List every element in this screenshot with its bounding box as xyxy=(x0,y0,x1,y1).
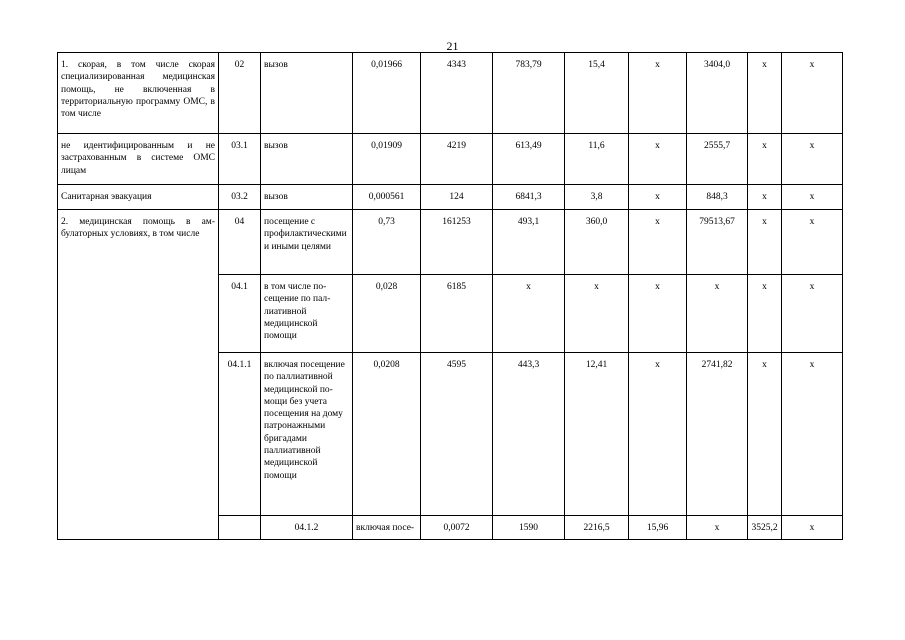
data-table xyxy=(57,52,843,540)
value-cell: 2555,7 xyxy=(687,134,748,185)
value-cell: х xyxy=(748,134,782,185)
value-cell: х xyxy=(782,53,843,134)
value-cell: х xyxy=(629,134,687,185)
empty-section-cell xyxy=(219,516,261,540)
row-code: 03.1 xyxy=(219,134,261,185)
value-cell: 0,000561 xyxy=(353,185,421,210)
value-cell: х xyxy=(748,185,782,210)
table-row xyxy=(58,210,843,275)
value-cell: 11,6 xyxy=(565,134,629,185)
value-cell: х xyxy=(629,53,687,134)
value-cell: х xyxy=(629,275,687,353)
section-name: Санитарная эвакуация xyxy=(58,185,219,210)
value-cell: х xyxy=(629,185,687,210)
value-cell: х xyxy=(782,185,843,210)
unit-of-measure: вызов xyxy=(261,53,353,134)
row-code: 04.1.1 xyxy=(219,353,261,516)
row-code: 04.1 xyxy=(219,275,261,353)
value-cell: 1590 xyxy=(493,516,565,540)
value-cell: 12,41 xyxy=(565,353,629,516)
value-cell: 3404,0 xyxy=(687,53,748,134)
value-cell: х xyxy=(782,516,843,540)
unit-of-measure: посещение с профилактическими и иными целями xyxy=(261,210,353,275)
value-cell: х xyxy=(565,275,629,353)
value-cell: 6841,3 xyxy=(493,185,565,210)
value-cell: х xyxy=(782,210,843,275)
page-number: 21 xyxy=(446,39,459,53)
value-cell: 0,01909 xyxy=(353,134,421,185)
value-cell: х xyxy=(629,210,687,275)
value-cell: 443,3 xyxy=(493,353,565,516)
table-row xyxy=(58,185,843,210)
value-cell: 161253 xyxy=(421,210,493,275)
section-name: 2. медицинская помощь в амбулаторных условиях, в том числе xyxy=(58,210,219,540)
unit-of-measure: включая посе- xyxy=(353,516,421,540)
value-cell: х xyxy=(629,353,687,516)
row-code: 04 xyxy=(219,210,261,275)
unit-of-measure: в том числе посещение по паллиативной медицинской помощи xyxy=(261,275,353,353)
value-cell: х xyxy=(687,275,748,353)
value-cell: 124 xyxy=(421,185,493,210)
value-cell: х xyxy=(748,53,782,134)
value-cell: 0,0072 xyxy=(421,516,493,540)
value-cell: 613,49 xyxy=(493,134,565,185)
value-cell: х xyxy=(782,353,843,516)
unit-of-measure: вызов xyxy=(261,134,353,185)
value-cell: х xyxy=(493,275,565,353)
value-cell: х xyxy=(782,275,843,353)
value-cell: 0,73 xyxy=(353,210,421,275)
row-code: 04.1.2 xyxy=(261,516,353,540)
row-code: 02 xyxy=(219,53,261,134)
value-cell: 493,1 xyxy=(493,210,565,275)
unit-of-measure: включая посещение по паллиативной медицинской помощи без учета посещения на дому патронажными бригадами паллиативной медицинской помощи xyxy=(261,353,353,516)
value-cell: х xyxy=(687,516,748,540)
value-cell: 15,96 xyxy=(629,516,687,540)
unit-of-measure: вызов xyxy=(261,185,353,210)
value-cell: 360,0 xyxy=(565,210,629,275)
table-row xyxy=(58,53,843,134)
value-cell: 6185 xyxy=(421,275,493,353)
value-cell: х xyxy=(748,353,782,516)
value-cell: 3,8 xyxy=(565,185,629,210)
value-cell: 4219 xyxy=(421,134,493,185)
table-row xyxy=(58,134,843,185)
section-name: не идентифицированным и не застрахованным в системе ОМС лицам xyxy=(58,134,219,185)
value-cell: х xyxy=(782,134,843,185)
value-cell: 4595 xyxy=(421,353,493,516)
value-cell: 3525,2 xyxy=(748,516,782,540)
value-cell: х xyxy=(748,210,782,275)
value-cell: 2216,5 xyxy=(565,516,629,540)
row-code: 03.2 xyxy=(219,185,261,210)
value-cell: 15,4 xyxy=(565,53,629,134)
value-cell: 848,3 xyxy=(687,185,748,210)
section-name: 1. скорая, в том числе скорая специализированная медицинская помощь, не включенная в территориальную программу ОМС, в том числе xyxy=(58,53,219,134)
value-cell: 0,028 xyxy=(353,275,421,353)
value-cell: 0,0208 xyxy=(353,353,421,516)
value-cell: 2741,82 xyxy=(687,353,748,516)
value-cell: 79513,67 xyxy=(687,210,748,275)
value-cell: 0,01966 xyxy=(353,53,421,134)
value-cell: 783,79 xyxy=(493,53,565,134)
value-cell: 4343 xyxy=(421,53,493,134)
value-cell: х xyxy=(748,275,782,353)
